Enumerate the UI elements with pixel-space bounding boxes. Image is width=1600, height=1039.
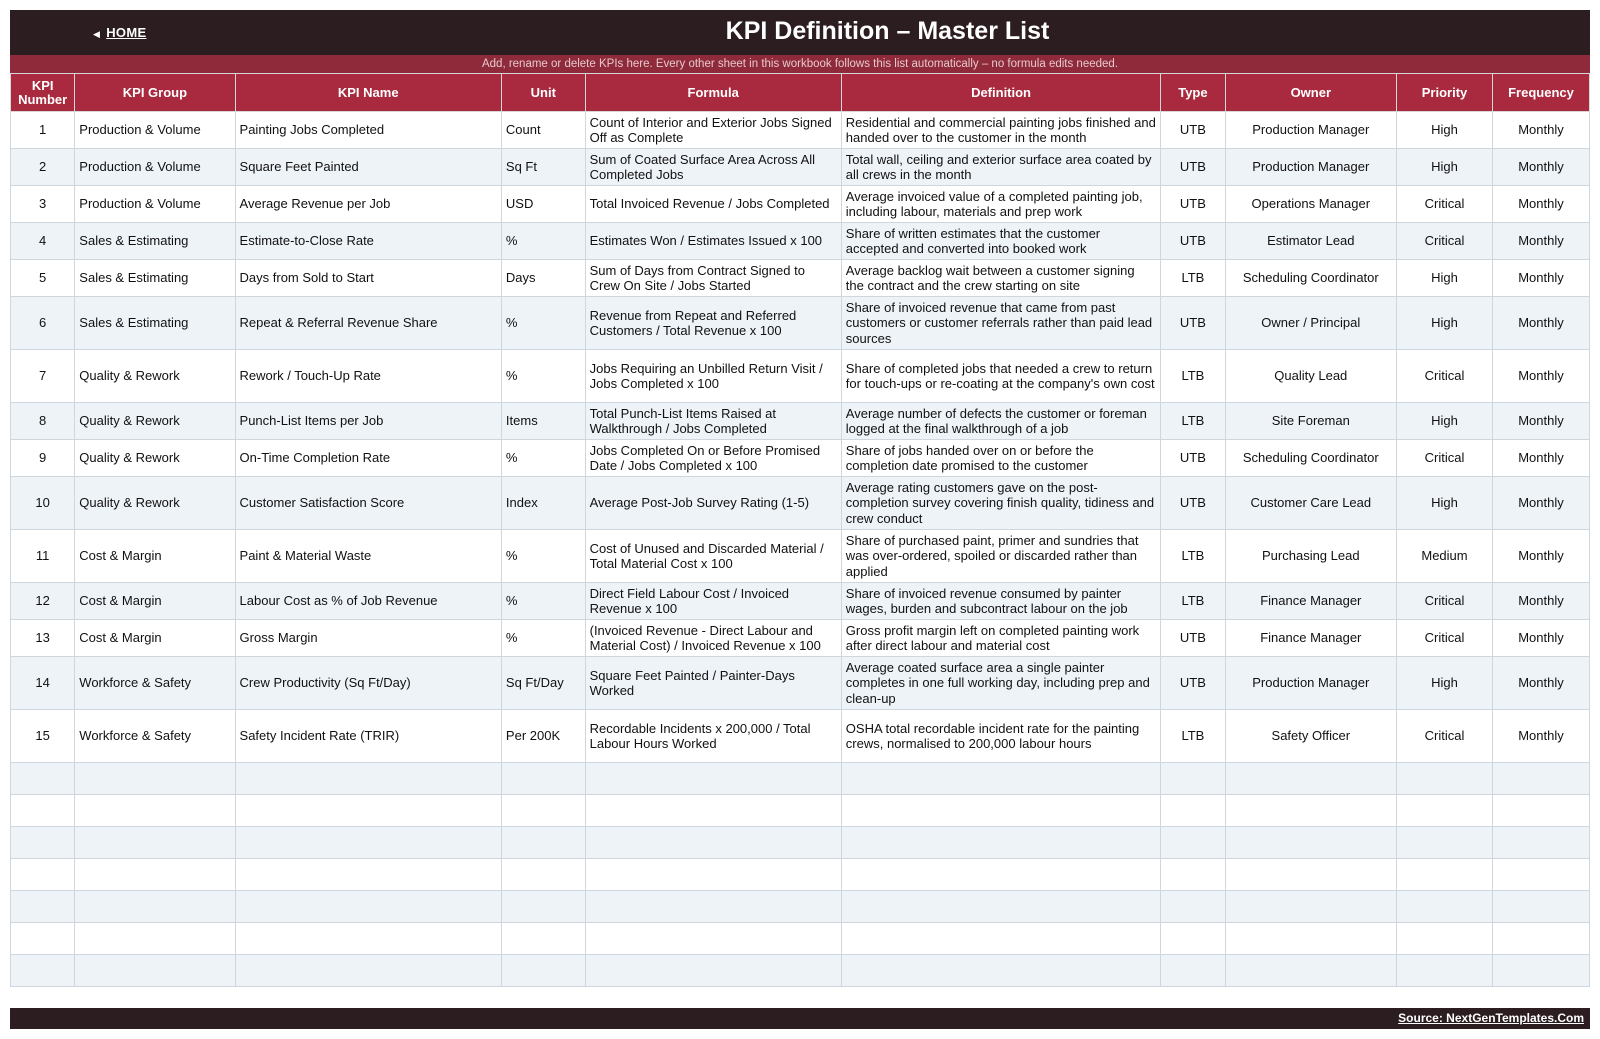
column-header[interactable]: Definition bbox=[841, 74, 1160, 112]
table-cell[interactable]: OSHA total recordable incident rate for the painting crews, normalised to 200,000 labour hours bbox=[841, 710, 1160, 763]
table-cell[interactable]: Critical bbox=[1397, 620, 1493, 657]
empty-cell[interactable] bbox=[75, 955, 235, 987]
empty-cell[interactable] bbox=[841, 795, 1160, 827]
table-cell[interactable]: Per 200K bbox=[501, 710, 585, 763]
table-cell[interactable]: % bbox=[501, 350, 585, 403]
table-cell[interactable]: Sq Ft/Day bbox=[501, 657, 585, 710]
empty-cell[interactable] bbox=[235, 955, 501, 987]
table-cell[interactable]: UTB bbox=[1161, 186, 1225, 223]
table-cell[interactable]: Jobs Requiring an Unbilled Return Visit / Jobs Completed x 100 bbox=[585, 350, 841, 403]
table-cell[interactable]: Production & Volume bbox=[75, 149, 235, 186]
table-cell[interactable]: 7 bbox=[11, 350, 75, 403]
table-cell[interactable]: On-Time Completion Rate bbox=[235, 440, 501, 477]
empty-row[interactable] bbox=[11, 955, 1590, 987]
table-cell[interactable]: 15 bbox=[11, 710, 75, 763]
column-header[interactable]: KPI Group bbox=[75, 74, 235, 112]
table-cell[interactable]: Critical bbox=[1397, 710, 1493, 763]
column-header[interactable]: Formula bbox=[585, 74, 841, 112]
table-row[interactable] bbox=[11, 149, 1590, 186]
empty-row[interactable] bbox=[11, 827, 1590, 859]
table-cell[interactable]: Monthly bbox=[1492, 403, 1589, 440]
table-cell[interactable]: Residential and commercial painting jobs finished and handed over to the customer in the month bbox=[841, 112, 1160, 149]
empty-cell[interactable] bbox=[11, 891, 75, 923]
empty-cell[interactable] bbox=[235, 795, 501, 827]
empty-cell[interactable] bbox=[501, 827, 585, 859]
table-cell[interactable]: LTB bbox=[1161, 403, 1225, 440]
table-cell[interactable]: Paint & Material Waste bbox=[235, 530, 501, 583]
empty-cell[interactable] bbox=[11, 763, 75, 795]
table-cell[interactable]: Cost & Margin bbox=[75, 583, 235, 620]
empty-cell[interactable] bbox=[1397, 763, 1493, 795]
table-cell[interactable]: Workforce & Safety bbox=[75, 710, 235, 763]
table-row[interactable] bbox=[11, 530, 1590, 583]
table-cell[interactable]: High bbox=[1397, 297, 1493, 350]
table-cell[interactable]: Quality & Rework bbox=[75, 403, 235, 440]
table-cell[interactable]: Sq Ft bbox=[501, 149, 585, 186]
table-cell[interactable]: Items bbox=[501, 403, 585, 440]
page-title: KPI Definition – Master List bbox=[725, 17, 1050, 45]
empty-cell[interactable] bbox=[1492, 763, 1589, 795]
table-cell[interactable]: Sum of Coated Surface Area Across All Completed Jobs bbox=[585, 149, 841, 186]
empty-cell[interactable] bbox=[501, 859, 585, 891]
empty-cell[interactable] bbox=[1492, 923, 1589, 955]
table-row[interactable] bbox=[11, 440, 1590, 477]
table-cell[interactable]: Labour Cost as % of Job Revenue bbox=[235, 583, 501, 620]
table-cell[interactable]: Customer Satisfaction Score bbox=[235, 477, 501, 530]
table-cell[interactable]: Index bbox=[501, 477, 585, 530]
table-cell[interactable]: High bbox=[1397, 260, 1493, 297]
empty-cell[interactable] bbox=[585, 795, 841, 827]
table-cell[interactable]: Monthly bbox=[1492, 477, 1589, 530]
table-cell[interactable]: UTB bbox=[1161, 620, 1225, 657]
empty-cell[interactable] bbox=[1397, 859, 1493, 891]
table-cell[interactable]: Average invoiced value of a completed painting job, including labour, materials and prep work bbox=[841, 186, 1160, 223]
table-cell[interactable]: Sales & Estimating bbox=[75, 297, 235, 350]
table-cell[interactable]: Monthly bbox=[1492, 657, 1589, 710]
table-cell[interactable]: Average Post-Job Survey Rating (1-5) bbox=[585, 477, 841, 530]
column-header[interactable]: Priority bbox=[1397, 74, 1493, 112]
empty-row[interactable] bbox=[11, 859, 1590, 891]
table-cell[interactable]: Total Punch-List Items Raised at Walkthrough / Jobs Completed bbox=[585, 403, 841, 440]
table-cell[interactable]: Medium bbox=[1397, 530, 1493, 583]
empty-cell[interactable] bbox=[235, 827, 501, 859]
empty-cell[interactable] bbox=[1225, 763, 1396, 795]
table-cell[interactable]: Share of written estimates that the customer accepted and converted into booked work bbox=[841, 223, 1160, 260]
empty-cell[interactable] bbox=[841, 955, 1160, 987]
empty-cell[interactable] bbox=[501, 891, 585, 923]
kpi-table bbox=[10, 73, 1590, 987]
table-cell[interactable]: 8 bbox=[11, 403, 75, 440]
table-row[interactable] bbox=[11, 112, 1590, 149]
table-cell[interactable]: Gross profit margin left on completed painting work after direct labour and material cost bbox=[841, 620, 1160, 657]
table-cell[interactable]: Safety Incident Rate (TRIR) bbox=[235, 710, 501, 763]
table-cell[interactable]: LTB bbox=[1161, 350, 1225, 403]
empty-cell[interactable] bbox=[585, 923, 841, 955]
footer-bar bbox=[10, 1008, 1590, 1029]
column-header[interactable]: Unit bbox=[501, 74, 585, 112]
table-cell[interactable]: 11 bbox=[11, 530, 75, 583]
table-cell[interactable]: Production & Volume bbox=[75, 112, 235, 149]
table-cell[interactable]: 5 bbox=[11, 260, 75, 297]
table-cell[interactable]: Monthly bbox=[1492, 223, 1589, 260]
table-cell[interactable]: Critical bbox=[1397, 350, 1493, 403]
table-cell[interactable]: USD bbox=[501, 186, 585, 223]
empty-cell[interactable] bbox=[235, 923, 501, 955]
table-header-row bbox=[11, 74, 1590, 112]
table-cell[interactable]: Painting Jobs Completed bbox=[235, 112, 501, 149]
table-cell[interactable]: Monthly bbox=[1492, 710, 1589, 763]
empty-cell[interactable] bbox=[1492, 859, 1589, 891]
empty-cell[interactable] bbox=[1397, 923, 1493, 955]
empty-cell[interactable] bbox=[1492, 891, 1589, 923]
table-cell[interactable]: % bbox=[501, 297, 585, 350]
table-cell[interactable]: Cost & Margin bbox=[75, 530, 235, 583]
table-cell[interactable]: 6 bbox=[11, 297, 75, 350]
table-row[interactable] bbox=[11, 186, 1590, 223]
empty-cell[interactable] bbox=[585, 763, 841, 795]
table-cell[interactable]: LTB bbox=[1161, 260, 1225, 297]
empty-cell[interactable] bbox=[585, 891, 841, 923]
empty-cell[interactable] bbox=[1492, 827, 1589, 859]
table-cell[interactable]: % bbox=[501, 530, 585, 583]
table-cell[interactable]: Scheduling Coordinator bbox=[1225, 440, 1396, 477]
table-cell[interactable]: High bbox=[1397, 403, 1493, 440]
table-cell[interactable]: UTB bbox=[1161, 223, 1225, 260]
table-cell[interactable]: Workforce & Safety bbox=[75, 657, 235, 710]
table-cell[interactable]: Safety Officer bbox=[1225, 710, 1396, 763]
table-cell[interactable]: High bbox=[1397, 112, 1493, 149]
empty-cell[interactable] bbox=[75, 795, 235, 827]
empty-cell[interactable] bbox=[1161, 923, 1225, 955]
table-cell[interactable]: Production Manager bbox=[1225, 149, 1396, 186]
empty-cell[interactable] bbox=[1225, 827, 1396, 859]
table-cell[interactable]: Repeat & Referral Revenue Share bbox=[235, 297, 501, 350]
table-cell[interactable]: LTB bbox=[1161, 710, 1225, 763]
empty-cell[interactable] bbox=[841, 827, 1160, 859]
empty-cell[interactable] bbox=[75, 859, 235, 891]
table-cell[interactable]: Punch-List Items per Job bbox=[235, 403, 501, 440]
empty-cell[interactable] bbox=[235, 891, 501, 923]
empty-cell[interactable] bbox=[585, 955, 841, 987]
empty-cell[interactable] bbox=[841, 859, 1160, 891]
table-cell[interactable]: 10 bbox=[11, 477, 75, 530]
back-arrow-icon: ◀ bbox=[93, 29, 101, 39]
column-header[interactable]: Type bbox=[1161, 74, 1225, 112]
empty-cell[interactable] bbox=[1225, 955, 1396, 987]
table-cell[interactable]: UTB bbox=[1161, 297, 1225, 350]
table-cell[interactable]: Finance Manager bbox=[1225, 583, 1396, 620]
empty-cell[interactable] bbox=[75, 827, 235, 859]
table-row[interactable] bbox=[11, 350, 1590, 403]
table-row[interactable] bbox=[11, 260, 1590, 297]
table-cell[interactable]: LTB bbox=[1161, 530, 1225, 583]
table-cell[interactable]: Total Invoiced Revenue / Jobs Completed bbox=[585, 186, 841, 223]
table-cell[interactable]: Crew Productivity (Sq Ft/Day) bbox=[235, 657, 501, 710]
table-cell[interactable]: 3 bbox=[11, 186, 75, 223]
table-row[interactable] bbox=[11, 657, 1590, 710]
table-row[interactable] bbox=[11, 403, 1590, 440]
empty-cell[interactable] bbox=[235, 859, 501, 891]
table-cell[interactable]: Share of completed jobs that needed a crew to return for touch-ups or re-coating at the company's own cost bbox=[841, 350, 1160, 403]
empty-cell[interactable] bbox=[75, 923, 235, 955]
table-cell[interactable]: Production & Volume bbox=[75, 186, 235, 223]
empty-cell[interactable] bbox=[1492, 795, 1589, 827]
table-row[interactable] bbox=[11, 223, 1590, 260]
empty-cell[interactable] bbox=[1225, 859, 1396, 891]
empty-cell[interactable] bbox=[1161, 891, 1225, 923]
empty-cell[interactable] bbox=[585, 859, 841, 891]
table-cell[interactable]: 13 bbox=[11, 620, 75, 657]
empty-cell[interactable] bbox=[1161, 955, 1225, 987]
table-cell[interactable]: Direct Field Labour Cost / Invoiced Revenue x 100 bbox=[585, 583, 841, 620]
table-row[interactable] bbox=[11, 583, 1590, 620]
table-cell[interactable]: Monthly bbox=[1492, 260, 1589, 297]
table-cell[interactable]: Customer Care Lead bbox=[1225, 477, 1396, 530]
table-cell[interactable]: 4 bbox=[11, 223, 75, 260]
empty-cell[interactable] bbox=[235, 763, 501, 795]
table-cell[interactable]: Quality & Rework bbox=[75, 440, 235, 477]
empty-cell[interactable] bbox=[1492, 955, 1589, 987]
table-cell[interactable]: Estimator Lead bbox=[1225, 223, 1396, 260]
table-cell[interactable]: Monthly bbox=[1492, 620, 1589, 657]
empty-cell[interactable] bbox=[841, 763, 1160, 795]
empty-cell[interactable] bbox=[841, 891, 1160, 923]
table-cell[interactable]: Monthly bbox=[1492, 583, 1589, 620]
empty-cell[interactable] bbox=[1397, 795, 1493, 827]
table-cell[interactable]: Critical bbox=[1397, 223, 1493, 260]
table-cell[interactable]: Cost & Margin bbox=[75, 620, 235, 657]
table-cell[interactable]: Monthly bbox=[1492, 297, 1589, 350]
empty-row[interactable] bbox=[11, 795, 1590, 827]
table-cell[interactable]: Share of jobs handed over on or before the completion date promised to the customer bbox=[841, 440, 1160, 477]
table-cell[interactable]: Cost of Unused and Discarded Material / Total Material Cost x 100 bbox=[585, 530, 841, 583]
table-cell[interactable]: 1 bbox=[11, 112, 75, 149]
table-cell[interactable]: Scheduling Coordinator bbox=[1225, 260, 1396, 297]
empty-row[interactable] bbox=[11, 891, 1590, 923]
table-cell[interactable]: % bbox=[501, 223, 585, 260]
empty-cell[interactable] bbox=[11, 859, 75, 891]
table-row[interactable] bbox=[11, 620, 1590, 657]
empty-cell[interactable] bbox=[1161, 827, 1225, 859]
table-cell[interactable]: Rework / Touch-Up Rate bbox=[235, 350, 501, 403]
table-cell[interactable]: Square Feet Painted bbox=[235, 149, 501, 186]
table-cell[interactable]: Quality & Rework bbox=[75, 477, 235, 530]
empty-cell[interactable] bbox=[1397, 891, 1493, 923]
table-cell[interactable]: 2 bbox=[11, 149, 75, 186]
table-cell[interactable]: Monthly bbox=[1492, 149, 1589, 186]
table-cell[interactable]: Average coated surface area a single painter completes in one full working day, including prep and clean-up bbox=[841, 657, 1160, 710]
table-cell[interactable]: UTB bbox=[1161, 657, 1225, 710]
table-cell[interactable]: Revenue from Repeat and Referred Customers / Total Revenue x 100 bbox=[585, 297, 841, 350]
empty-cell[interactable] bbox=[501, 763, 585, 795]
table-cell[interactable]: 14 bbox=[11, 657, 75, 710]
table-cell[interactable]: Estimate-to-Close Rate bbox=[235, 223, 501, 260]
empty-cell[interactable] bbox=[75, 763, 235, 795]
table-cell[interactable]: Production Manager bbox=[1225, 112, 1396, 149]
table-cell[interactable]: UTB bbox=[1161, 477, 1225, 530]
table-cell[interactable]: Total wall, ceiling and exterior surface area coated by all crews in the month bbox=[841, 149, 1160, 186]
column-header[interactable]: KPI Name bbox=[235, 74, 501, 112]
empty-cell[interactable] bbox=[11, 923, 75, 955]
empty-cell[interactable] bbox=[75, 891, 235, 923]
empty-cell[interactable] bbox=[11, 827, 75, 859]
instruction-banner: Add, rename or delete KPIs here. Every other sheet in this workbook follows this list automatically – no formula edits needed. bbox=[10, 55, 1590, 73]
column-header[interactable]: Frequency bbox=[1492, 74, 1589, 112]
table-cell[interactable]: Estimates Won / Estimates Issued x 100 bbox=[585, 223, 841, 260]
title-bar bbox=[10, 10, 1590, 55]
table-cell[interactable]: LTB bbox=[1161, 583, 1225, 620]
home-link-label[interactable]: HOME bbox=[106, 25, 147, 40]
table-cell[interactable]: (Invoiced Revenue - Direct Labour and Material Cost) / Invoiced Revenue x 100 bbox=[585, 620, 841, 657]
table-cell[interactable]: Purchasing Lead bbox=[1225, 530, 1396, 583]
empty-cell[interactable] bbox=[1225, 923, 1396, 955]
empty-cell[interactable] bbox=[1397, 955, 1493, 987]
empty-cell[interactable] bbox=[1161, 859, 1225, 891]
empty-cell[interactable] bbox=[1161, 795, 1225, 827]
empty-cell[interactable] bbox=[1161, 763, 1225, 795]
table-cell[interactable]: Critical bbox=[1397, 440, 1493, 477]
table-cell[interactable]: Square Feet Painted / Painter-Days Worked bbox=[585, 657, 841, 710]
empty-cell[interactable] bbox=[841, 923, 1160, 955]
empty-cell[interactable] bbox=[1397, 827, 1493, 859]
empty-row[interactable] bbox=[11, 923, 1590, 955]
table-cell[interactable]: Operations Manager bbox=[1225, 186, 1396, 223]
empty-cell[interactable] bbox=[501, 795, 585, 827]
empty-cell[interactable] bbox=[11, 795, 75, 827]
table-cell[interactable]: Owner / Principal bbox=[1225, 297, 1396, 350]
table-cell[interactable]: Critical bbox=[1397, 583, 1493, 620]
table-cell[interactable]: Share of invoiced revenue consumed by painter wages, burden and subcontract labour on the job bbox=[841, 583, 1160, 620]
empty-cell[interactable] bbox=[1225, 891, 1396, 923]
table-cell[interactable]: Share of invoiced revenue that came from past customers or customer referrals rather than paid lead sources bbox=[841, 297, 1160, 350]
table-cell[interactable]: Average rating customers gave on the post-completion survey covering finish quality, tidiness and crew conduct bbox=[841, 477, 1160, 530]
table-cell[interactable]: Production Manager bbox=[1225, 657, 1396, 710]
table-cell[interactable]: High bbox=[1397, 657, 1493, 710]
empty-cell[interactable] bbox=[501, 923, 585, 955]
table-cell[interactable]: UTB bbox=[1161, 149, 1225, 186]
table-cell[interactable]: Sales & Estimating bbox=[75, 223, 235, 260]
table-cell[interactable]: UTB bbox=[1161, 440, 1225, 477]
table-cell[interactable]: Average backlog wait between a customer signing the contract and the crew starting on site bbox=[841, 260, 1160, 297]
empty-cell[interactable] bbox=[501, 955, 585, 987]
empty-cell[interactable] bbox=[585, 827, 841, 859]
table-row[interactable] bbox=[11, 710, 1590, 763]
table-row[interactable] bbox=[11, 477, 1590, 530]
table-cell[interactable]: Average Revenue per Job bbox=[235, 186, 501, 223]
table-cell[interactable]: Finance Manager bbox=[1225, 620, 1396, 657]
table-cell[interactable]: Quality Lead bbox=[1225, 350, 1396, 403]
table-cell[interactable]: % bbox=[501, 583, 585, 620]
table-cell[interactable]: Critical bbox=[1397, 186, 1493, 223]
table-cell[interactable]: Jobs Completed On or Before Promised Date / Jobs Completed x 100 bbox=[585, 440, 841, 477]
table-cell[interactable]: % bbox=[501, 620, 585, 657]
table-cell[interactable]: Average number of defects the customer or foreman logged at the final walkthrough of a job bbox=[841, 403, 1160, 440]
table-cell[interactable]: Site Foreman bbox=[1225, 403, 1396, 440]
table-cell[interactable]: Count bbox=[501, 112, 585, 149]
table-cell[interactable]: 12 bbox=[11, 583, 75, 620]
table-cell[interactable]: Share of purchased paint, primer and sundries that was over-ordered, spoiled or discarded rather than applied bbox=[841, 530, 1160, 583]
table-cell[interactable]: Gross Margin bbox=[235, 620, 501, 657]
table-cell[interactable]: Days bbox=[501, 260, 585, 297]
table-cell[interactable]: Monthly bbox=[1492, 440, 1589, 477]
table-cell[interactable]: Recordable Incidents x 200,000 / Total Labour Hours Worked bbox=[585, 710, 841, 763]
empty-cell[interactable] bbox=[1225, 795, 1396, 827]
table-cell[interactable]: Monthly bbox=[1492, 350, 1589, 403]
table-cell[interactable]: % bbox=[501, 440, 585, 477]
table-cell[interactable]: Sum of Days from Contract Signed to Crew On Site / Jobs Started bbox=[585, 260, 841, 297]
table-cell[interactable]: Count of Interior and Exterior Jobs Signed Off as Complete bbox=[585, 112, 841, 149]
table-cell[interactable]: Days from Sold to Start bbox=[235, 260, 501, 297]
table-cell[interactable]: Monthly bbox=[1492, 530, 1589, 583]
table-cell[interactable]: High bbox=[1397, 477, 1493, 530]
empty-cell[interactable] bbox=[11, 955, 75, 987]
column-header[interactable]: Owner bbox=[1225, 74, 1396, 112]
table-cell[interactable]: Monthly bbox=[1492, 112, 1589, 149]
table-cell[interactable]: UTB bbox=[1161, 112, 1225, 149]
table-cell[interactable]: Quality & Rework bbox=[75, 350, 235, 403]
table-cell[interactable]: Monthly bbox=[1492, 186, 1589, 223]
table-cell[interactable]: 9 bbox=[11, 440, 75, 477]
source-link[interactable]: Source: NextGenTemplates.Com bbox=[1398, 1011, 1584, 1025]
table-row[interactable] bbox=[11, 297, 1590, 350]
table-cell[interactable]: Sales & Estimating bbox=[75, 260, 235, 297]
empty-row[interactable] bbox=[11, 763, 1590, 795]
table-cell[interactable]: High bbox=[1397, 149, 1493, 186]
column-header[interactable]: KPI Number bbox=[11, 74, 75, 112]
